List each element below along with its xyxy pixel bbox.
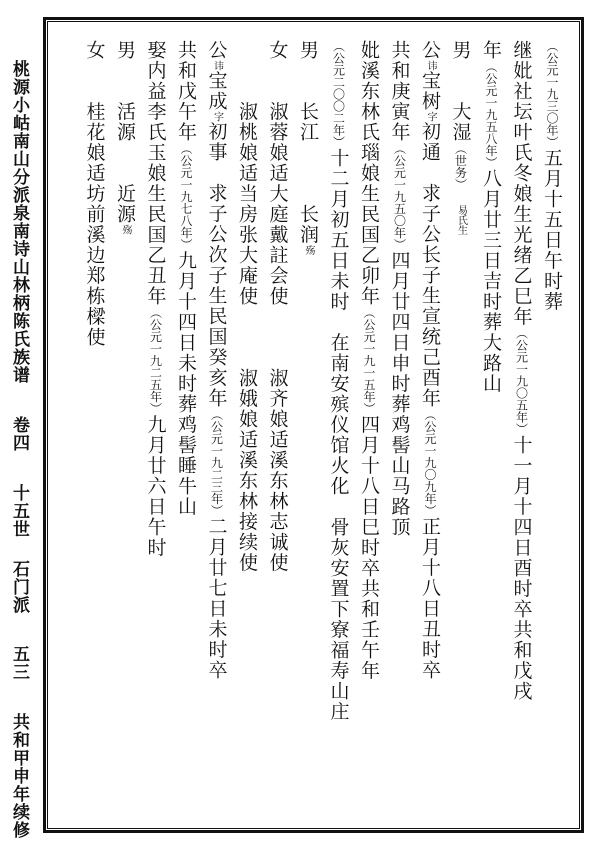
column-text [450, 185, 472, 206]
annotation-text: （公元一九三〇年） [545, 40, 559, 148]
annotation-text: 殇 [303, 245, 314, 255]
text-column [233, 40, 261, 573]
annotation-text: （公元二〇〇二年） [331, 40, 346, 148]
column-text: 初通 求子公长子生宣统己酉年 [419, 121, 441, 409]
column-text: 共和庚寅年 [388, 40, 411, 143]
column-text: 男 长江 长润 [297, 40, 319, 245]
annotation-text: 易氏生 [455, 205, 467, 235]
annotation-text: （公元一九二五年） [148, 306, 163, 415]
text-column [111, 40, 139, 235]
book-title: 桃源小岵南山分派泉南诗山林柄陈氏族谱 [9, 60, 29, 384]
annotation-text: 殇 [120, 224, 131, 235]
annotation-text: 讳 [425, 60, 436, 71]
generation-label: 十五世 [9, 483, 29, 538]
column-text: 男 大湿 [449, 40, 472, 143]
column-text: 宝树 [419, 70, 441, 112]
annotation-text: （公元一九〇九年） [423, 408, 437, 517]
column-text: 五月十五日午时葬 [541, 148, 563, 312]
text-column [416, 40, 444, 681]
annotation-text: （公元一九一五年） [362, 306, 376, 415]
annotation-text: （公元一九二三年） [209, 408, 224, 517]
text-column [477, 40, 505, 394]
annotation-text: （世务） [453, 142, 468, 185]
column-text: 宝成 [205, 70, 228, 112]
page-margin-header [6, 60, 32, 840]
column-text: 二月廿七日未时卒 [205, 516, 228, 681]
text-column [325, 40, 353, 722]
column-text: 四月廿四日申时葬鸡髻山马路顶 [388, 250, 411, 538]
text-column [294, 40, 322, 255]
annotation-text: （公元一九五〇年） [392, 142, 407, 251]
column-text: 十一月十四日酉时卒共和戊戌 [510, 435, 533, 702]
volume-label: 卷四 [9, 415, 29, 452]
column-text: 八月廿三日吉时葬大路山 [480, 168, 502, 394]
column-text: 淑桃娘适当房张大庵使 淑娥娘适溪东林接续使 [236, 40, 258, 573]
column-text: 公 [205, 40, 228, 61]
column-text: 继妣社坛叶氏冬娘生光绪乙巳年 [510, 40, 533, 327]
text-column [355, 40, 383, 681]
column-text: 年 [480, 40, 502, 61]
page-number: 五三 [9, 645, 29, 682]
column-text: 四月十八日巳时卒共和壬午年 [358, 414, 380, 681]
branch-label: 石门派 [9, 559, 29, 614]
column-text: 共和戊午年 [175, 40, 197, 143]
column-text: 娶内益李氏玉娘生民国乙丑年 [144, 40, 167, 307]
text-column [264, 40, 292, 573]
text-column [172, 40, 200, 517]
column-text: 九月十四日未时葬鸡髻睡牛山 [175, 250, 197, 517]
column-text: 妣溪东林氏瑙娘生民国乙卯年 [358, 40, 380, 307]
text-column [203, 40, 231, 681]
annotation-text: 讳 [211, 60, 223, 71]
text-column [386, 40, 414, 538]
text-column [81, 40, 109, 348]
column-text: 公 [419, 40, 441, 61]
column-text: 十二月初五日未时 在南安殡仪馆火化 骨灰安置下寮福寿山庄 [327, 148, 350, 722]
column-text: 正月十八日丑时卒 [419, 516, 441, 681]
column-text: 初事 求子公次子生民国癸亥年 [205, 121, 228, 409]
annotation-text: （公元一九五八年） [484, 60, 498, 169]
annotation-text: 字 [425, 111, 436, 122]
text-column [447, 40, 475, 235]
column-text: 九月廿六日午时 [144, 414, 167, 558]
text-column [538, 40, 566, 312]
annotation-text: （公元一九七八年） [179, 142, 193, 251]
text-column [508, 40, 536, 702]
column-text: 女 桂花娘适坊前溪边郑栋樑使 [83, 40, 106, 348]
column-text: 女 淑蓉娘适大庭戴註会使 淑齐娘适溪东林志诚使 [266, 40, 289, 573]
column-text: 男 活源 近源 [114, 40, 136, 225]
edition-label: 共和甲申年续修 [9, 713, 29, 840]
annotation-text: 字 [211, 111, 223, 122]
annotation-text: （公元一九〇五年） [514, 327, 529, 435]
text-column [142, 40, 170, 558]
